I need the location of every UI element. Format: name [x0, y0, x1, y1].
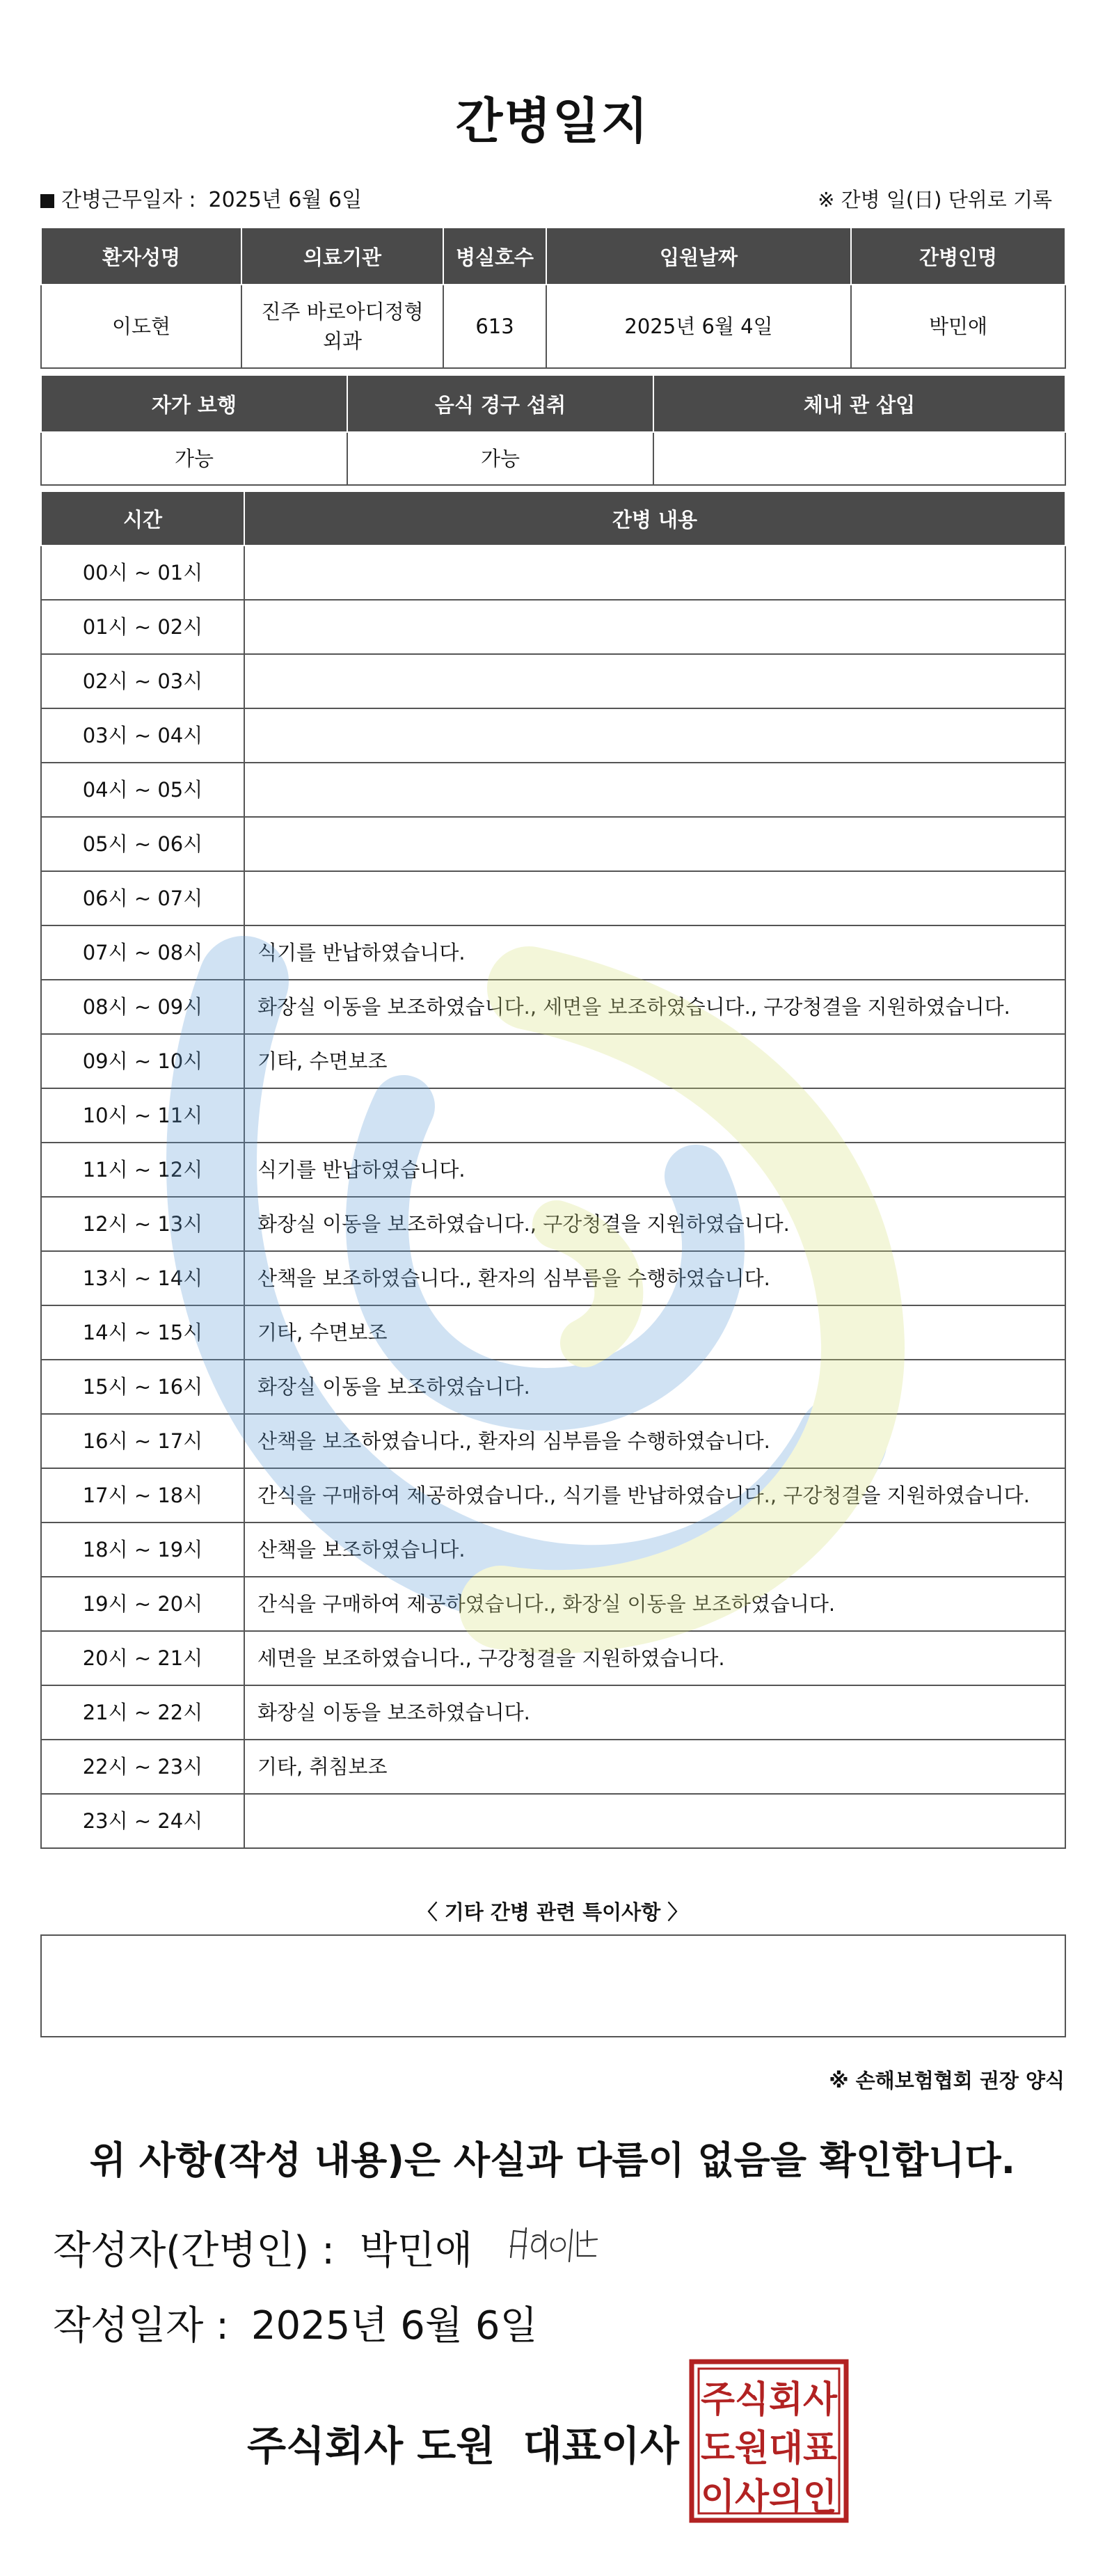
log-time: 14시 ~ 15시: [41, 1305, 244, 1360]
header-tube: 체내 관 삽입: [653, 375, 1065, 432]
log-time: 10시 ~ 11시: [41, 1088, 244, 1143]
header-walking: 자가 보행: [41, 375, 347, 432]
log-time: 07시 ~ 08시: [41, 925, 244, 980]
log-content: [244, 871, 1065, 925]
log-content: 간식을 구매하여 제공하였습니다., 식기를 반납하였습니다., 구강청결을 지원하였습니다.: [244, 1468, 1065, 1522]
special-notes-title: 〈 기타 간병 관련 특이사항 〉: [417, 1900, 688, 1924]
institution: 진주 바로아디정형 외과: [241, 285, 443, 368]
seal-text-line: 이사의인: [701, 2476, 837, 2518]
log-row: [41, 1088, 1065, 1143]
header-oral-intake: 음식 경구 섭취: [347, 375, 653, 432]
log-time: 19시 ~ 20시: [41, 1577, 244, 1631]
log-content: 식기를 반납하였습니다.: [244, 1143, 1065, 1197]
log-content: 간식을 구매하여 제공하였습니다., 화장실 이동을 보조하였습니다.: [244, 1577, 1065, 1631]
writer-name: 박민애: [359, 2228, 473, 2273]
log-time: 00시 ~ 01시: [41, 546, 244, 600]
header-institution: 의료기관: [241, 228, 443, 285]
log-row: [41, 600, 1065, 654]
log-row: [41, 1143, 1065, 1197]
log-row: [41, 871, 1065, 925]
header-patient-name: 환자성명: [41, 228, 241, 285]
log-content: 화장실 이동을 보조하였습니다., 세면을 보조하였습니다., 구강청결을 지원하였습니다.: [244, 980, 1065, 1034]
seal-text-line: 주식회사: [701, 2379, 838, 2421]
work-date-value: 2025년 6월 6일: [208, 188, 363, 212]
log-row: [41, 1305, 1065, 1360]
log-time: 03시 ~ 04시: [41, 708, 244, 763]
tube-value: [653, 432, 1065, 485]
header-room: 병실호수: [443, 228, 546, 285]
log-row: [41, 1631, 1065, 1685]
written-date-value: 2025년 6월 6일: [251, 2303, 538, 2348]
log-content: 식기를 반납하였습니다.: [244, 925, 1065, 980]
work-date-label: 간병근무일자 :: [61, 188, 196, 212]
company-name: 주식회사 도원 대표이사: [247, 2422, 679, 2470]
log-row: [41, 817, 1065, 871]
written-date-label: 작성일자 :: [53, 2303, 230, 2348]
log-time: 17시 ~ 18시: [41, 1468, 244, 1522]
log-content: [244, 817, 1065, 871]
writer-label: 작성자(간병인) :: [53, 2228, 335, 2273]
log-content: 세면을 보조하였습니다., 구강청결을 지원하였습니다.: [244, 1631, 1065, 1685]
log-row: [41, 708, 1065, 763]
log-content: 화장실 이동을 보조하였습니다., 구강청결을 지원하였습니다.: [244, 1197, 1065, 1251]
log-time: 05시 ~ 06시: [41, 817, 244, 871]
log-row: [41, 1414, 1065, 1468]
log-row: [41, 1468, 1065, 1522]
log-row: [41, 1034, 1065, 1088]
log-content: 기타, 취침보조: [244, 1740, 1065, 1794]
log-time: 08시 ~ 09시: [41, 980, 244, 1034]
work-date: [40, 182, 362, 213]
care-log-table: [40, 491, 1066, 1849]
patient-info-table: [40, 227, 1066, 369]
patient-name: 이도현: [41, 285, 241, 368]
header-care-content: 간병 내용: [244, 491, 1065, 546]
log-time: 16시 ~ 17시: [41, 1414, 244, 1468]
log-row: [41, 763, 1065, 817]
log-time: 18시 ~ 19시: [41, 1522, 244, 1577]
log-time: 02시 ~ 03시: [41, 654, 244, 708]
log-row: [41, 1685, 1065, 1740]
unit-note: ※ 간병 일(日) 단위로 기록: [818, 188, 1052, 212]
log-row: [41, 1794, 1065, 1848]
log-row: [41, 546, 1065, 600]
log-time: 11시 ~ 12시: [41, 1143, 244, 1197]
log-row: [41, 1577, 1065, 1631]
log-content: [244, 708, 1065, 763]
log-content: 화장실 이동을 보조하였습니다.: [244, 1360, 1065, 1414]
header-caregiver: 간병인명: [851, 228, 1065, 285]
header-admission-date: 입원날짜: [546, 228, 851, 285]
log-content: 산책을 보조하였습니다., 환자의 심부름을 수행하였습니다.: [244, 1251, 1065, 1305]
log-row: [41, 1522, 1065, 1577]
log-row: [41, 1740, 1065, 1794]
document-title: 간병일지: [455, 93, 650, 150]
log-time: 20시 ~ 21시: [41, 1631, 244, 1685]
log-time: 15시 ~ 16시: [41, 1360, 244, 1414]
log-content: 기타, 수면보조: [244, 1305, 1065, 1360]
patient-status-table: [40, 374, 1066, 486]
log-time: 21시 ~ 22시: [41, 1685, 244, 1740]
special-notes-box: [40, 1934, 1066, 2037]
room-number: 613: [443, 285, 546, 368]
log-time: 04시 ~ 05시: [41, 763, 244, 817]
log-content: [244, 546, 1065, 600]
log-content: 화장실 이동을 보조하였습니다.: [244, 1685, 1065, 1740]
header-time: 시간: [41, 491, 244, 546]
log-content: 산책을 보조하였습니다., 환자의 심부름을 수행하였습니다.: [244, 1414, 1065, 1468]
log-time: 01시 ~ 02시: [41, 600, 244, 654]
log-row: [41, 654, 1065, 708]
log-content: [244, 1794, 1065, 1848]
writer-line: [53, 2220, 472, 2275]
oral-intake-value: 가능: [347, 432, 653, 485]
confirmation-statement: 위 사항(작성 내용)은 사실과 다름이 없음을 확인합니다.: [89, 2138, 1016, 2182]
log-content: [244, 654, 1065, 708]
log-content: 기타, 수면보조: [244, 1034, 1065, 1088]
log-content: 산책을 보조하였습니다.: [244, 1522, 1065, 1577]
log-time: 23시 ~ 24시: [41, 1794, 244, 1848]
company-seal-stamp: [689, 2359, 849, 2523]
log-row: [41, 925, 1065, 980]
caregiver-name: 박민애: [851, 285, 1065, 368]
handwritten-signature: [505, 2216, 610, 2271]
written-date-line: [53, 2295, 538, 2351]
log-row: [41, 980, 1065, 1034]
admission-date: 2025년 6월 4일: [546, 285, 851, 368]
association-note: ※ 손해보험협회 권장 양식: [829, 2069, 1065, 2092]
log-time: 13시 ~ 14시: [41, 1251, 244, 1305]
square-bullet-icon: [40, 194, 54, 208]
log-time: 12시 ~ 13시: [41, 1197, 244, 1251]
log-row: [41, 1360, 1065, 1414]
log-row: [41, 1251, 1065, 1305]
log-content: [244, 600, 1065, 654]
log-time: 22시 ~ 23시: [41, 1740, 244, 1794]
log-row: [41, 1197, 1065, 1251]
log-time: 09시 ~ 10시: [41, 1034, 244, 1088]
seal-text-line: 도원대표: [701, 2428, 837, 2470]
log-time: 06시 ~ 07시: [41, 871, 244, 925]
log-content: [244, 1088, 1065, 1143]
walking-value: 가능: [41, 432, 347, 485]
log-content: [244, 763, 1065, 817]
